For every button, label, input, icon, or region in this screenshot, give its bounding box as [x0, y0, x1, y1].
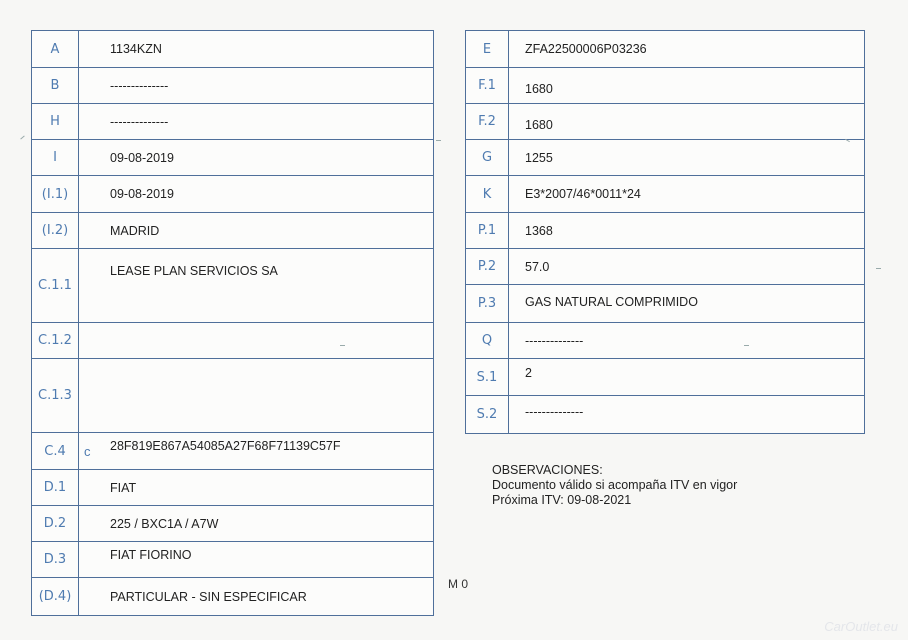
- value-i-2: MADRID: [110, 223, 160, 238]
- key-d-2: D.2: [32, 506, 79, 541]
- value-d-4: PARTICULAR - SIN ESPECIFICAR: [110, 589, 307, 604]
- key-p-2: P.2: [466, 249, 509, 284]
- row-c-1-3: [32, 359, 433, 433]
- value-p-2: 57.0: [525, 259, 550, 274]
- row-d-4: [32, 578, 433, 615]
- row-p-2: [466, 249, 864, 285]
- row-i-1: [32, 176, 433, 213]
- key-d-1: D.1: [32, 470, 79, 505]
- value-q: --------------: [525, 333, 584, 348]
- value-f-1: 1680: [525, 81, 553, 96]
- vehicle-registration-table-left: [31, 30, 434, 616]
- row-k: [466, 176, 864, 213]
- value-f-2: 1680: [525, 117, 553, 132]
- row-i: [32, 140, 433, 176]
- scan-speck: [340, 345, 345, 346]
- scan-speck: [20, 136, 24, 140]
- key-p-1: P.1: [466, 213, 509, 248]
- key-s-2: S.2: [466, 396, 509, 433]
- key-c-1-1: C.1.1: [32, 249, 79, 322]
- key-a: A: [32, 31, 79, 67]
- value-a: 1134KZN: [110, 42, 162, 56]
- sub-key-c: c: [84, 443, 91, 459]
- key-g: G: [466, 140, 509, 175]
- row-a: [32, 31, 433, 68]
- row-p-1: [466, 213, 864, 249]
- value-d-3: FIAT FIORINO: [110, 548, 192, 562]
- key-i-2: (I.2): [32, 213, 79, 248]
- row-c-1-2: [32, 323, 433, 359]
- value-d-2: 225 / BXC1A / A7W: [110, 516, 219, 531]
- row-d-1: [32, 470, 433, 506]
- key-c-4: C.4: [32, 433, 79, 469]
- row-p-3: [466, 285, 864, 323]
- value-s-2: --------------: [525, 404, 584, 419]
- watermark: CarOutlet.eu: [824, 619, 898, 634]
- value-p-3: GAS NATURAL COMPRIMIDO: [525, 294, 698, 309]
- observations-line-2: Próxima ITV: 09-08-2021: [492, 493, 632, 507]
- key-h: H: [32, 104, 79, 139]
- value-i: 09-08-2019: [110, 150, 174, 165]
- vehicle-registration-table-right: [465, 30, 865, 434]
- row-d-2: [32, 506, 433, 542]
- key-b: B: [32, 68, 79, 103]
- row-g: [466, 140, 864, 176]
- value-h: --------------: [110, 114, 169, 129]
- row-b: [32, 68, 433, 104]
- value-e: ZFA22500006P03236: [525, 42, 647, 56]
- key-d-3: D.3: [32, 542, 79, 577]
- observations-title: OBSERVACIONES:: [492, 463, 603, 477]
- row-h: [32, 104, 433, 140]
- key-i-1: (I.1): [32, 176, 79, 212]
- value-g: 1255: [525, 150, 553, 165]
- key-e: E: [466, 31, 509, 67]
- row-d-3: [32, 542, 433, 578]
- key-s-1: S.1: [466, 359, 509, 395]
- value-i-1: 09-08-2019: [110, 187, 174, 201]
- key-f-2: F.2: [466, 104, 509, 139]
- footer-mark: M 0: [448, 577, 469, 591]
- value-s-1: 2: [525, 366, 532, 380]
- row-f-1: [466, 68, 864, 104]
- row-s-1: [466, 359, 864, 396]
- key-c-1-3: C.1.3: [32, 359, 79, 432]
- scan-speck: [436, 140, 441, 141]
- value-d-1: FIAT: [110, 480, 137, 495]
- value-k: E3*2007/46*0011*24: [525, 187, 641, 201]
- value-p-1: 1368: [525, 223, 553, 238]
- key-c-1-2: C.1.2: [32, 323, 79, 358]
- key-q: Q: [466, 323, 509, 358]
- row-s-2: [466, 396, 864, 433]
- key-i: I: [32, 140, 79, 175]
- row-i-2: [32, 213, 433, 249]
- row-c-1-1: [32, 249, 433, 323]
- row-f-2: [466, 104, 864, 140]
- value-b: --------------: [110, 78, 169, 93]
- key-p-3: P.3: [466, 285, 509, 322]
- key-d-4: (D.4): [32, 578, 79, 615]
- row-c-4: [32, 433, 433, 470]
- scan-speck: [876, 268, 881, 269]
- value-c-4: 28F819E867A54085A27F68F71139C57F: [110, 439, 341, 453]
- key-f-1: F.1: [466, 68, 509, 103]
- scan-speck: [744, 345, 749, 346]
- observations-block: [492, 463, 737, 508]
- observations-line-1: Documento válido si acompaña ITV en vigor: [492, 478, 738, 492]
- value-c-1-1: LEASE PLAN SERVICIOS SA: [110, 264, 278, 278]
- key-k: K: [466, 176, 509, 212]
- row-q: [466, 323, 864, 359]
- row-e: [466, 31, 864, 68]
